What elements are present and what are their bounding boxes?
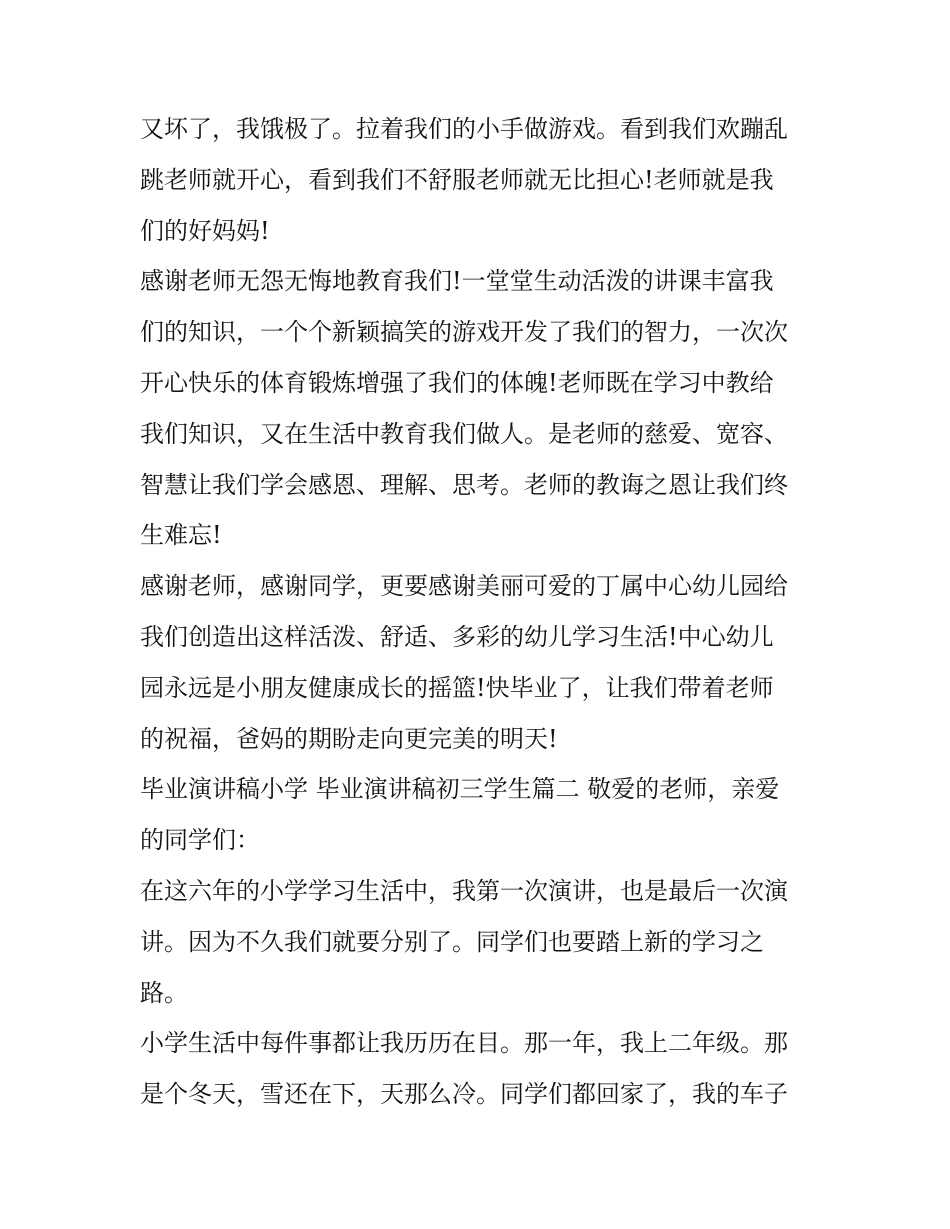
document-body: [140, 104, 820, 1120]
text-line: 智慧让我们学会感恩、理解、思考。老师的教诲之恩让我们终: [140, 470, 788, 499]
text-line: 们的知识，一个个新颖搞笑的游戏开发了我们的智力，一次次: [140, 318, 788, 347]
text-line: 我们知识，又在生活中教育我们做人。是老师的慈爱、宽容、: [140, 419, 788, 448]
text-line: 开心快乐的体育锻炼增强了我们的体魄!老师既在学习中教给: [140, 368, 774, 397]
text-line: 感谢老师，感谢同学，更要感谢美丽可爱的丁属中心幼儿园给: [140, 572, 788, 601]
text-line: 的祝福，爸妈的期盼走向更完美的明天!: [140, 724, 558, 753]
text-line: 们的好妈妈!: [140, 216, 270, 245]
text-line: 感谢老师无怨无悔地教育我们!一堂堂生动活泼的讲课丰富我: [140, 267, 774, 296]
text-line: 跳老师就开心，看到我们不舒服老师就无比担心!老师就是我: [140, 165, 774, 194]
text-line: 是个冬天，雪还在下，天那么冷。同学们都回家了，我的车子: [140, 1080, 788, 1109]
text-line: 园永远是小朋友健康成长的摇篮!快毕业了，让我们带着老师: [140, 673, 774, 702]
text-line: 毕业演讲稿小学 毕业演讲稿初三学生篇二 敬爱的老师，亲爱: [140, 775, 780, 804]
text-line: 讲。因为不久我们就要分别了。同学们也要踏上新的学习之: [140, 927, 764, 956]
text-line: 在这六年的小学学习生活中，我第一次演讲，也是最后一次演: [140, 876, 788, 905]
text-line: 又坏了，我饿极了。拉着我们的小手做游戏。看到我们欢蹦乱: [140, 115, 788, 143]
text-line: 生难忘!: [140, 521, 222, 550]
text-line: 小学生活中每件事都让我历历在目。那一年，我上二年级。那: [140, 1029, 788, 1058]
text-line: 的同学们：: [140, 826, 260, 855]
text-line: 我们创造出这样活泼、舒适、多彩的幼儿学习生活!中心幼儿: [140, 622, 774, 651]
text-line: 路。: [140, 978, 188, 1007]
